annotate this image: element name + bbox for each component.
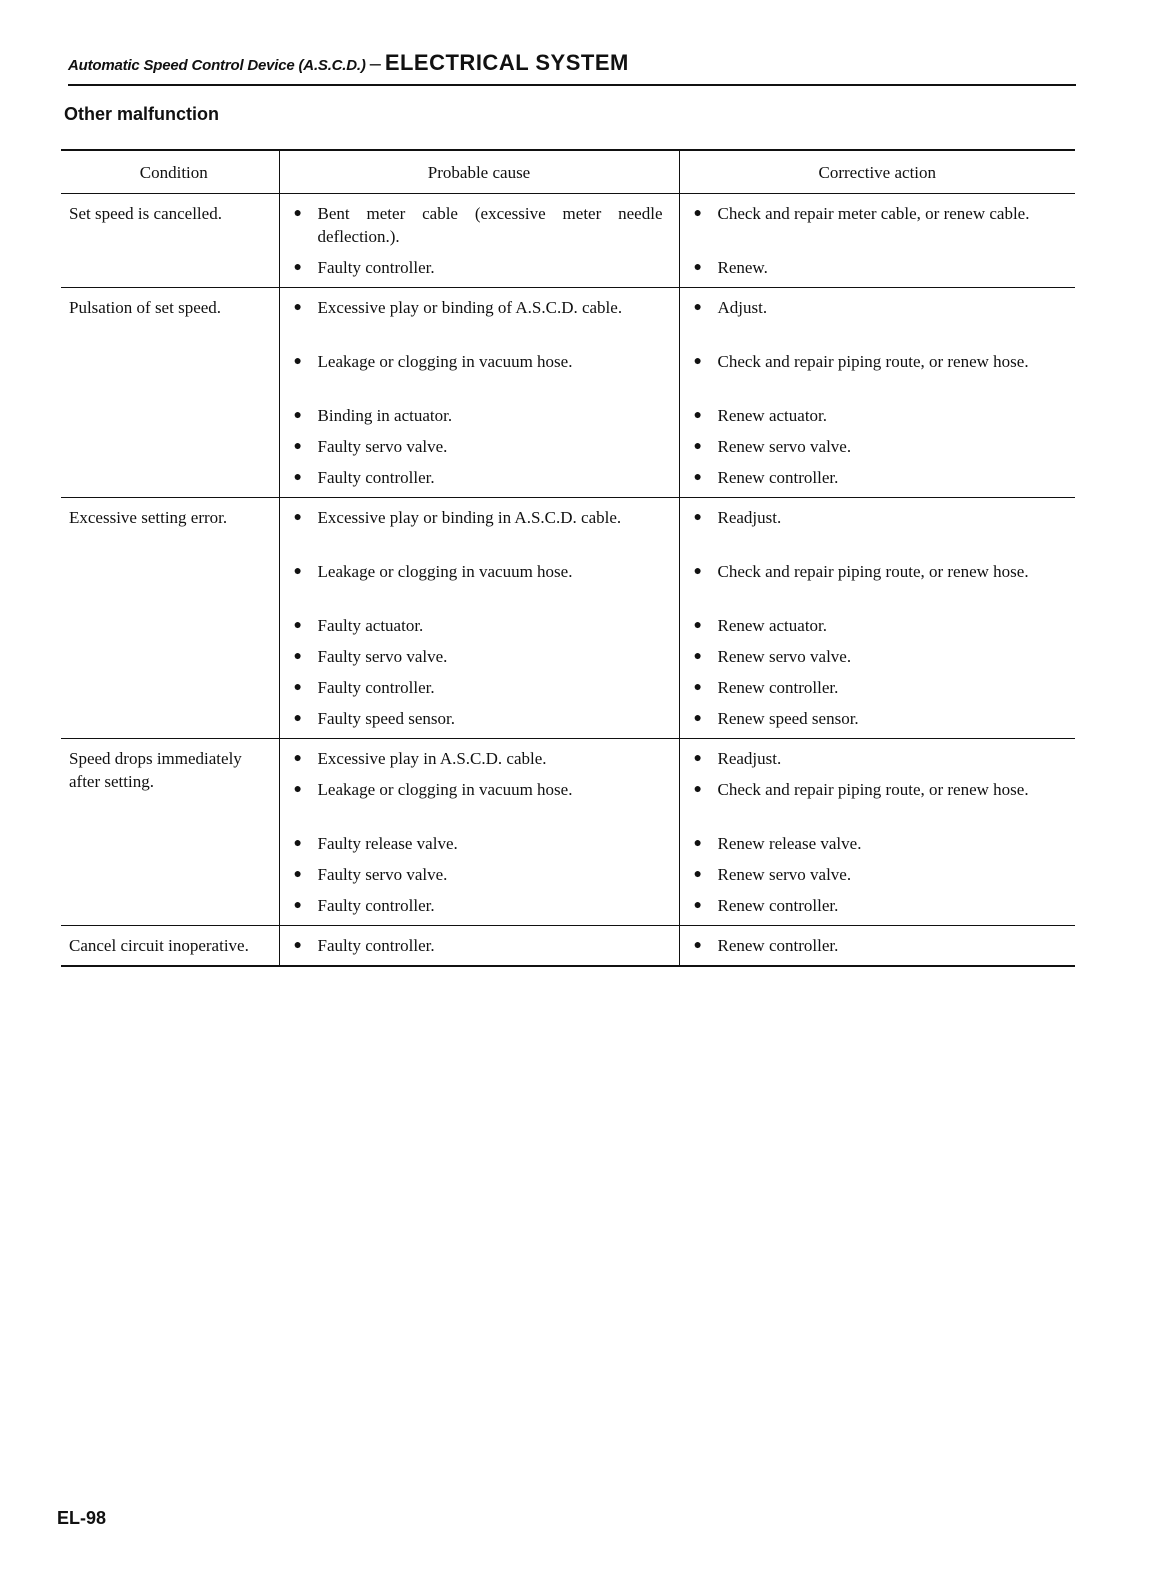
cause-item: ● Faulty controller.: [293, 678, 435, 697]
bullet-icon: ●: [293, 470, 303, 485]
cause-item: ● Excessive play or binding in A.S.C.D. cable.: [293, 508, 622, 527]
page-header: [68, 50, 1076, 86]
bullet-icon: ●: [693, 680, 702, 695]
condition-cell: Set speed is cancelled.: [61, 194, 279, 288]
action-cell: [679, 739, 1075, 926]
cause-item: ● Leakage or clogging in vacuum hose.: [293, 352, 573, 371]
bullet-icon: ●: [293, 300, 303, 315]
action-item: ● Renew.: [693, 258, 768, 277]
cause-item: ● Faulty servo valve.: [293, 437, 448, 456]
cause-item: ● Faulty servo valve.: [293, 865, 448, 884]
header-probable-cause: Probable cause: [279, 150, 679, 194]
bullet-icon: ●: [293, 867, 303, 882]
header-corrective-action: Corrective action: [679, 150, 1075, 194]
bullet-icon: ●: [293, 618, 303, 633]
cause-item: ● Faulty controller.: [293, 258, 435, 277]
bullet-icon: ●: [293, 751, 303, 766]
bullet-icon: ●: [293, 711, 303, 726]
bullet-icon: ●: [293, 408, 303, 423]
bullet-icon: ●: [293, 938, 303, 953]
bullet-icon: ●: [693, 711, 702, 726]
cause-item: ● Faulty controller.: [293, 468, 435, 487]
bullet-icon: ●: [693, 782, 702, 797]
bullet-icon: ●: [293, 260, 303, 275]
action-item: ● Renew actuator.: [693, 406, 828, 425]
bullet-icon: ●: [693, 260, 702, 275]
header-separator: –: [369, 53, 381, 75]
action-item: ● Renew servo valve.: [693, 647, 852, 666]
bullet-icon: ●: [293, 782, 303, 797]
action-item: ● Adjust.: [693, 298, 768, 317]
cause-item: ● Faulty release valve.: [293, 834, 458, 853]
cause-item: ● Faulty servo valve.: [293, 647, 448, 666]
bullet-icon: ●: [693, 564, 702, 579]
bullet-icon: ●: [293, 564, 303, 579]
cause-cell: [279, 739, 679, 926]
bullet-icon: ●: [693, 470, 702, 485]
bullet-icon: ●: [293, 439, 303, 454]
cause-item: ● Leakage or clogging in vacuum hose.: [293, 562, 573, 581]
action-cell: [679, 194, 1075, 288]
action-cell: [679, 288, 1075, 498]
bullet-icon: ●: [693, 618, 702, 633]
action-item: ● Check and repair meter cable, or renew cable.: [693, 204, 1030, 223]
cause-item: ● Faulty controller.: [293, 896, 435, 915]
bullet-icon: ●: [293, 836, 303, 851]
bullet-icon: ●: [693, 898, 702, 913]
action-item: ● Check and repair piping route, or renew hose.: [693, 562, 1029, 581]
page-number: EL-98: [57, 1508, 107, 1528]
cause-item: ● Leakage or clogging in vacuum hose.: [293, 780, 573, 799]
header-title: ELECTRICAL SYSTEM: [384, 50, 629, 75]
table-row: [61, 926, 1075, 967]
table-row: [61, 739, 1075, 926]
action-item: ● Readjust.: [693, 508, 782, 527]
table-row: [61, 288, 1075, 498]
bullet-icon: ●: [693, 836, 702, 851]
action-cell: [679, 498, 1075, 739]
bullet-icon: ●: [293, 354, 303, 369]
action-item: ● Renew servo valve.: [693, 437, 852, 456]
action-item: ● Renew controller.: [693, 678, 839, 697]
bullet-icon: ●: [293, 898, 303, 913]
table-row: [61, 194, 1075, 288]
action-item: ● Renew controller.: [693, 468, 839, 487]
bullet-icon: ●: [693, 300, 702, 315]
bullet-icon: ●: [293, 510, 303, 525]
action-item: ● Renew servo valve.: [693, 865, 852, 884]
cause-item: ● Bent meter cable (excessive meter needle deflection.).: [293, 204, 663, 246]
condition-cell: Speed drops immediately after setting.: [61, 739, 279, 926]
cause-item: ● Faulty actuator.: [293, 616, 424, 635]
bullet-icon: ●: [693, 751, 702, 766]
action-item: ● Renew controller.: [693, 896, 839, 915]
bullet-icon: ●: [693, 408, 702, 423]
action-item: ● Renew speed sensor.: [693, 709, 859, 728]
condition-cell: Pulsation of set speed.: [61, 288, 279, 498]
action-item: ● Renew controller.: [693, 936, 839, 955]
condition-cell: Cancel circuit inoperative.: [61, 926, 279, 967]
bullet-icon: ●: [693, 867, 702, 882]
header-subtitle: Automatic Speed Control Device (A.S.C.D.): [68, 57, 366, 74]
cause-cell: [279, 288, 679, 498]
section-title: Other malfunction: [64, 104, 220, 124]
action-item: ● Renew actuator.: [693, 616, 828, 635]
table-row: [61, 498, 1075, 739]
cause-cell: [279, 194, 679, 288]
bullet-icon: ●: [693, 439, 702, 454]
cause-item: ● Binding in actuator.: [293, 406, 453, 425]
action-cell: [679, 926, 1075, 967]
cause-item: ● Faulty controller.: [293, 936, 435, 955]
malfunction-table: [61, 149, 1075, 967]
bullet-icon: ●: [693, 206, 702, 221]
action-item: ● Renew release valve.: [693, 834, 862, 853]
table-header-row: [61, 150, 1075, 194]
bullet-icon: ●: [693, 649, 702, 664]
bullet-icon: ●: [693, 354, 702, 369]
action-item: ● Check and repair piping route, or renew hose.: [693, 780, 1029, 799]
bullet-icon: ●: [693, 510, 702, 525]
action-item: ● Readjust.: [693, 749, 782, 768]
cause-cell: [279, 926, 679, 967]
cause-item: ● Excessive play in A.S.C.D. cable.: [293, 749, 547, 768]
condition-cell: Excessive setting error.: [61, 498, 279, 739]
cause-item: ● Excessive play or binding of A.S.C.D. cable.: [293, 298, 623, 317]
action-item: ● Check and repair piping route, or renew hose.: [693, 352, 1029, 371]
bullet-icon: ●: [293, 680, 303, 695]
header-condition: Condition: [61, 150, 279, 194]
cause-item: ● Faulty speed sensor.: [293, 709, 455, 728]
bullet-icon: ●: [293, 649, 303, 664]
bullet-icon: ●: [693, 938, 702, 953]
cause-cell: [279, 498, 679, 739]
bullet-icon: ●: [293, 206, 303, 221]
